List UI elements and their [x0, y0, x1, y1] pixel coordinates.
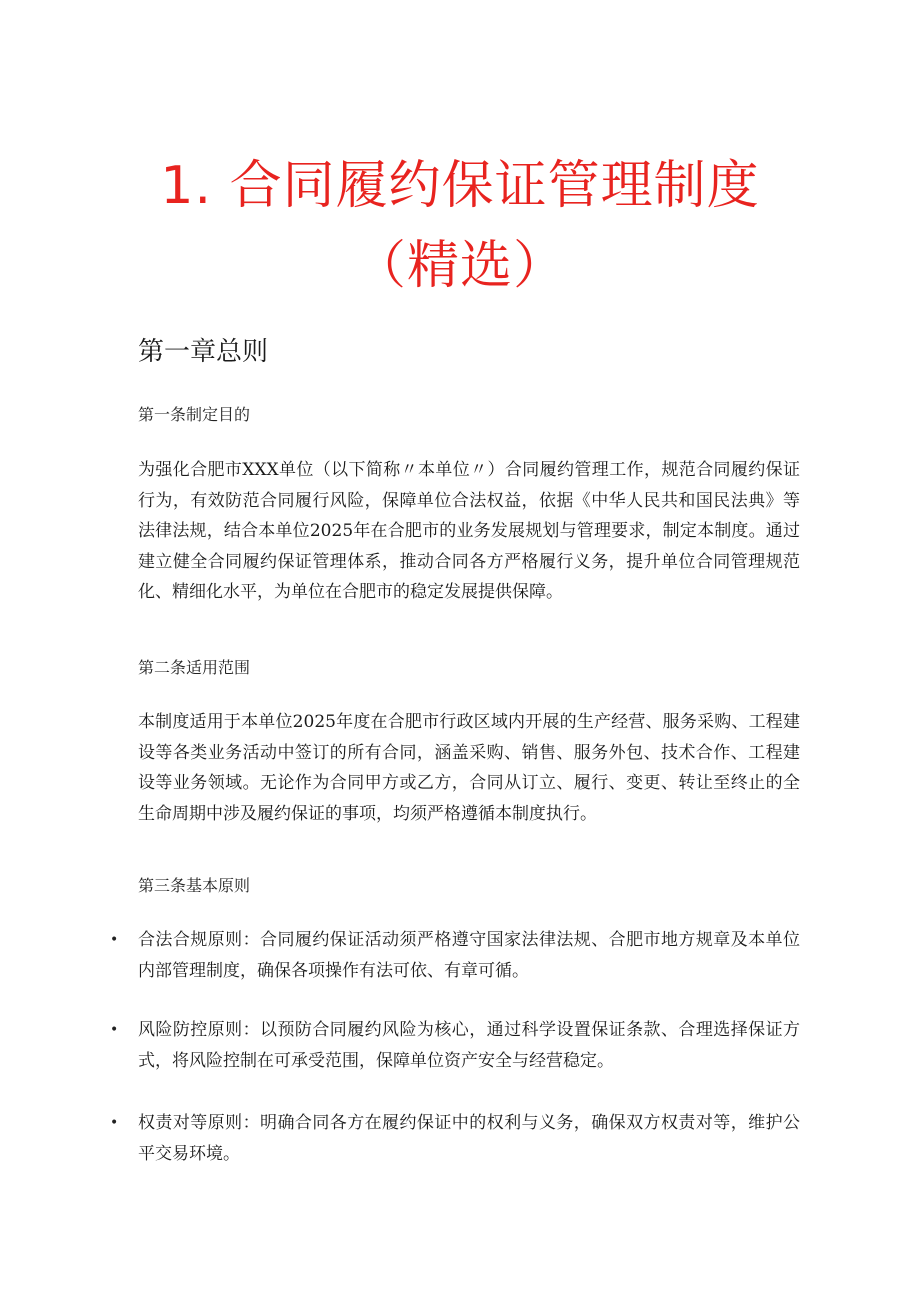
article2-body: 本制度适用于本单位2025年度在合肥市行政区域内开展的生产经营、服务采购、工程建设等各类业务活动中签订的所有合同，涵盖采购、销售、服务外包、技术合作、工程建设等业务领域。无论作为合同甲方或乙方，合同从订立、履行、变更、转让至终止的全生命周期中涉及履约保证的事项，均须严格遵循本制度执行。 — [138, 712, 800, 824]
bullet-dot-icon: • — [110, 932, 119, 948]
document-title-line2: （精选） — [353, 236, 566, 296]
article1-heading: 第一条制定目的 — [138, 405, 251, 424]
article1-body: 为强化合肥市XXX单位（以下简称〃本单位〃）合同履约管理工作，规范合同履约保证行为，有效防范合同履行风险，保障单位合法权益，依据《中华人民共和国民法典》等法律法规，结合本单位2025年在合肥市的业务发展规划与管理要求，制定本制度。通过建立健全合同履约保证管理体系，推动合同各方严格履行义务，提升单位合同管理规范化、精细化水平，为单位在合肥市的稳定发展提供保障。 — [138, 460, 800, 602]
bullet-dot-icon: • — [110, 1022, 119, 1038]
principle-text: 权责对等原则：明确合同各方在履约保证中的权利与义务，确保双方权责对等，维护公平交易环境。 — [138, 1113, 800, 1164]
article3-heading: 第三条基本原则 — [138, 876, 251, 895]
principle-text: 合法合规原则：合同履约保证活动须严格遵守国家法律法规、合肥市地方规章及本单位内部管理制度，确保各项操作有法可依、有章可循。 — [138, 930, 800, 981]
article2-heading: 第二条适用范围 — [138, 658, 251, 677]
chapter-title: 第一章总则 — [138, 337, 269, 367]
bullet-dot-icon: • — [110, 1115, 119, 1131]
document-title-line1: 1. 合同履约保证管理制度 — [160, 156, 760, 216]
principle-text: 风险防控原则：以预防合同履约风险为核心，通过科学设置保证条款、合理选择保证方式，将风险控制在可承受范围，保障单位资产安全与经营稳定。 — [138, 1020, 800, 1071]
